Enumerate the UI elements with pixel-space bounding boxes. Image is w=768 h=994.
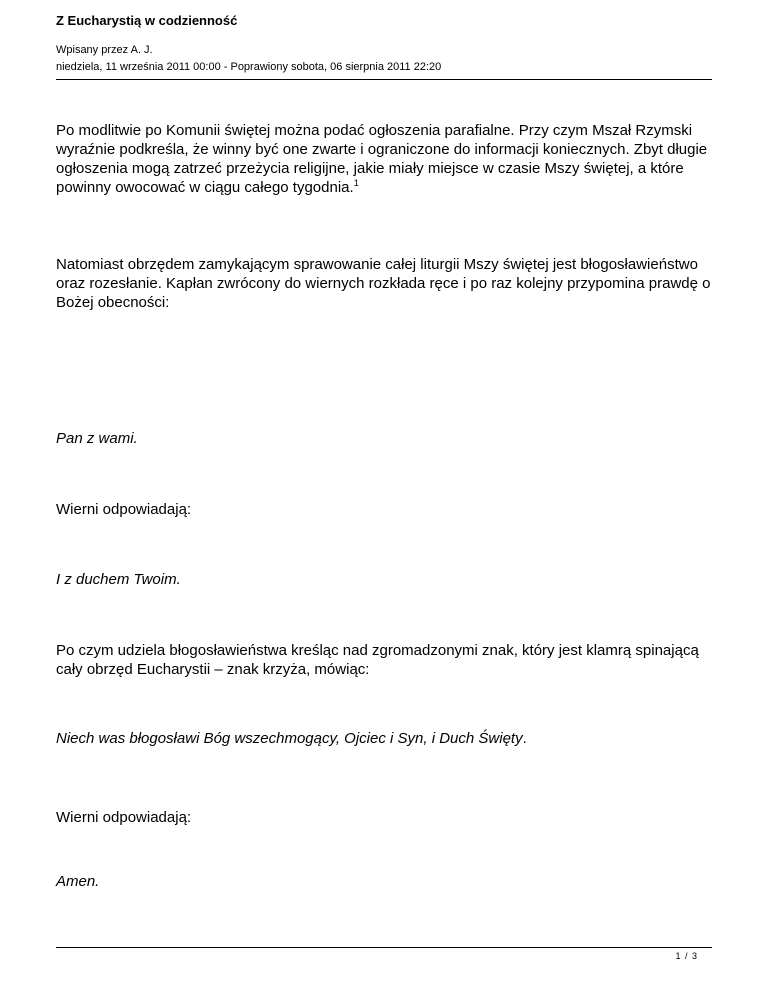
- footer-divider: [56, 947, 712, 948]
- amen-response: Amen.: [56, 873, 100, 890]
- faithful-respond-label-2: Wierni odpowiadają:: [56, 809, 192, 826]
- header-divider: [56, 79, 712, 80]
- blessing-formula-period: .: [522, 730, 527, 747]
- paragraph-sign-of-cross: Po czym udziela błogosławieństwa kreśląc nad zgromadzonymi znak, który jest klamrą spinającą cały obrzęd Eucharystii – znak krzyża, mówiąc:: [56, 642, 699, 678]
- priest-greeting: Pan z wami.: [56, 430, 138, 447]
- faithful-response: I z duchem Twoim.: [56, 571, 181, 588]
- paragraph-announcements: [56, 121, 716, 197]
- paragraph-blessing: Natomiast obrzędem zamykającym sprawowanie całej liturgii Mszy świętej jest błogosławieństwo oraz rozesłanie. Kapłan zwrócony do wiernych rozkłada ręce i po raz kolejny przypomina prawdę o Bożej obecności:: [56, 256, 711, 311]
- document-title: Z Eucharystią w codzienność: [56, 13, 238, 28]
- date-line: niedziela, 11 września 2011 00:00 - Poprawiony sobota, 06 sierpnia 2011 22:20: [56, 61, 442, 73]
- page-number: 1 / 3: [675, 951, 698, 961]
- paragraph-text: Po modlitwie po Komunii świętej można podać ogłoszenia parafialne. Przy czym Mszał Rzymski wyraźnie podkreśla, że winny być one zwarte i ograniczone do informacji koniecznych. Zbyt długie ogłoszenia mogą zatrzeć przeżycia religijne, jakie miały miejsce w czasie Mszy świętej, a które powinny owocować w ciągu całego tygodnia.: [56, 122, 708, 196]
- author-line: Wpisany przez A. J.: [56, 44, 153, 56]
- blessing-formula-text: Niech was błogosławi Bóg wszechmogący, Ojciec i Syn, i Duch Święty: [56, 730, 523, 747]
- faithful-respond-label: Wierni odpowiadają:: [56, 501, 192, 518]
- footnote-marker: 1: [353, 178, 359, 188]
- blessing-formula: [56, 729, 716, 748]
